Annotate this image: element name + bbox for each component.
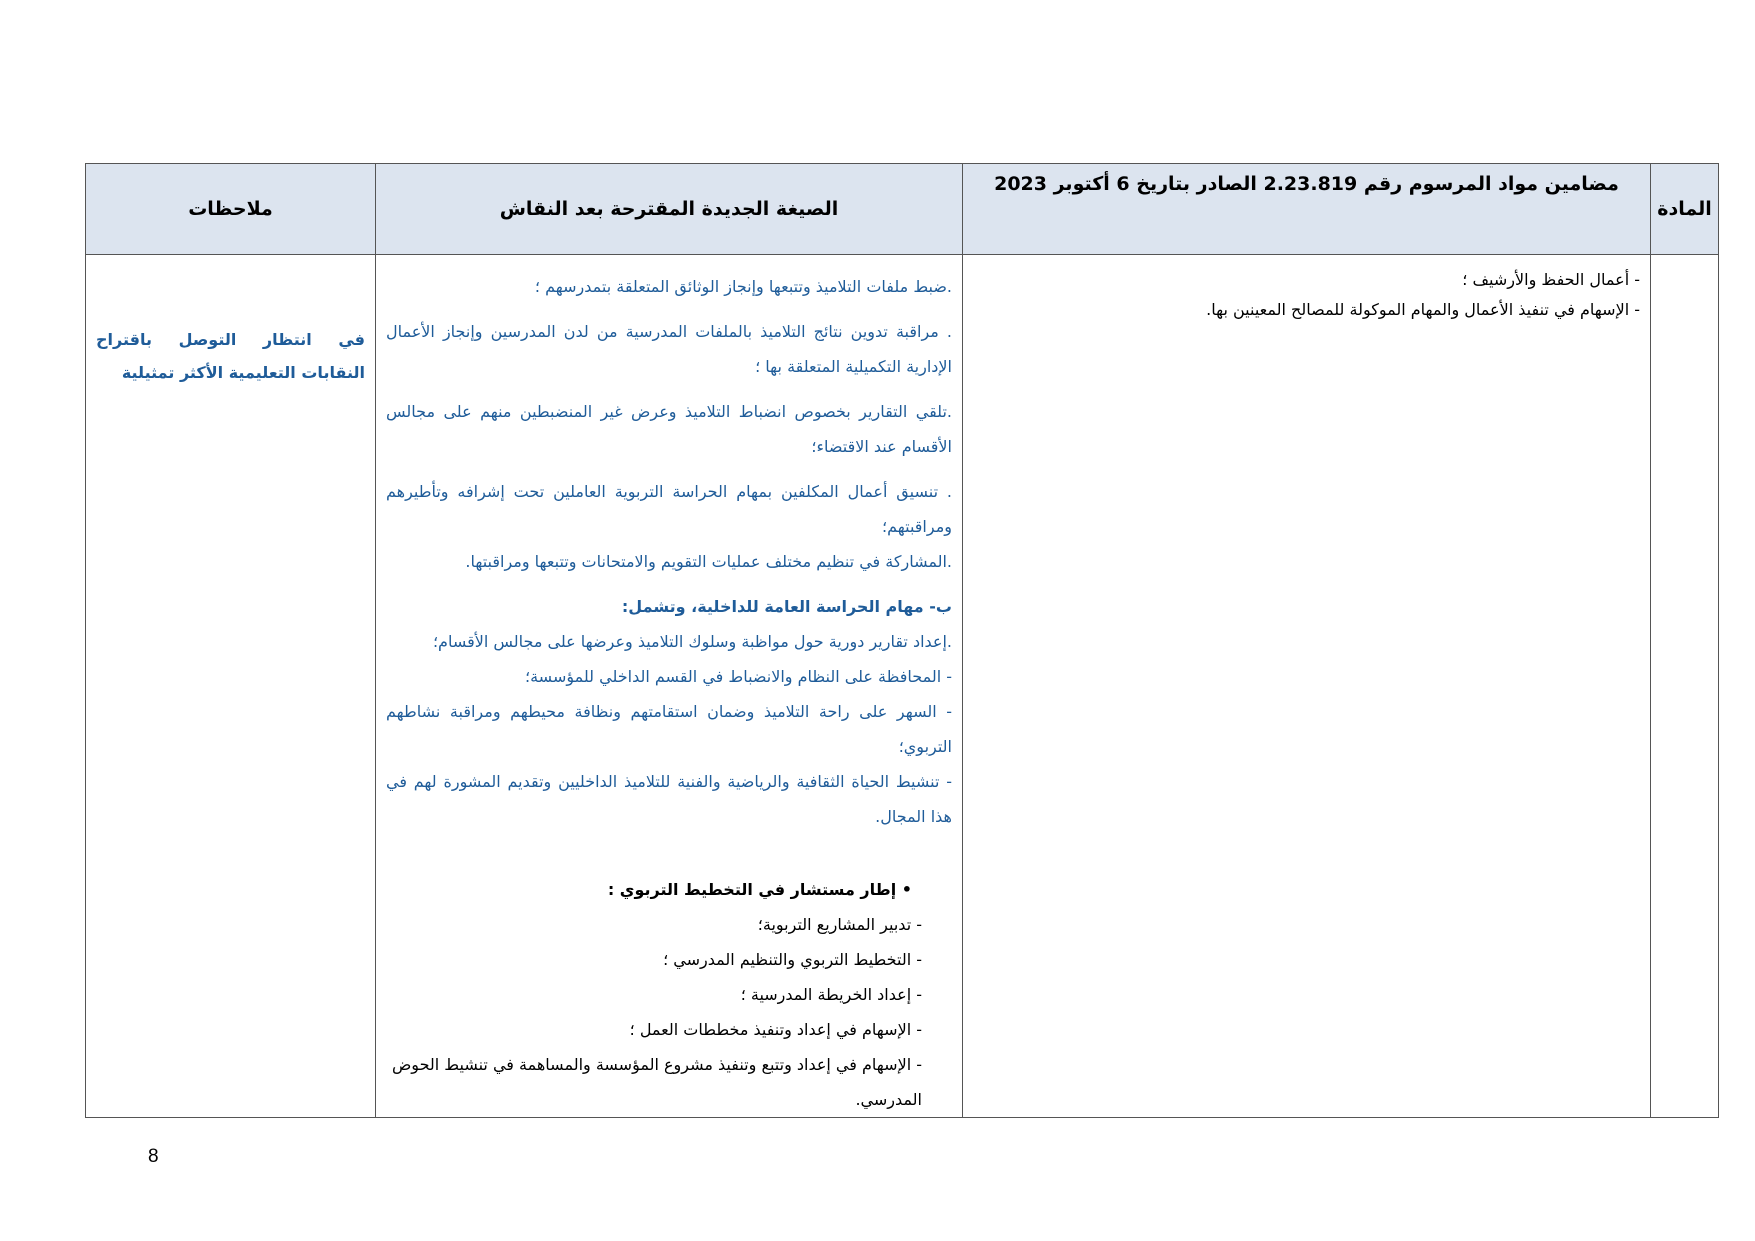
proposed-sub-item: .إعداد تقارير دورية حول مواظبة وسلوك التلاميذ وعرضها على مجالس الأقسام؛: [432, 632, 952, 651]
proposed-item: . مراقبة تدوين نتائج التلاميذ بالملفات المدرسية من لدن المدرسين وإنجاز الأعمال الإدارية التكميلية المتعلقة بها ؛: [386, 322, 952, 376]
planning-item: - إعداد الخريطة المدرسية ؛: [740, 985, 922, 1004]
planning-item: - التخطيط التربوي والتنظيم المدرسي ؛: [663, 950, 922, 969]
proposed-sub-item: - السهر على راحة التلاميذ وضمان استقامتهم ونظافة محيطهم ومراقبة نشاطهم التربوي؛: [386, 702, 952, 756]
planning-item: - تدبير المشاريع التربوية؛: [757, 915, 922, 934]
proposed-item: .ضبط ملفات التلاميذ وتتبعها وإنجاز الوثائق المتعلقة بتمدرسهم ؛: [534, 277, 952, 296]
article-cell: [1651, 255, 1719, 1118]
proposed-sub-item: - تنشيط الحياة الثقافية والرياضية والفنية للتلاميذ الداخليين وتقديم المشورة لهم في هذا المجال.: [386, 772, 952, 826]
header-proposed: الصيغة الجديدة المقترحة بعد النقاش: [376, 164, 963, 255]
header-article: المادة: [1651, 164, 1719, 255]
decree-item: - الإسهام في تنفيذ الأعمال والمهام الموكولة للمصالح المعينين بها.: [1206, 300, 1640, 319]
spacer: [386, 834, 952, 872]
header-notes: ملاحظات: [86, 164, 376, 255]
header-decree-content: مضامين مواد المرسوم رقم 2.23.819 الصادر بتاريخ 6 أكتوبر 2023: [963, 164, 1651, 255]
planning-item: - الإسهام في إعداد وتنفيذ مخططات العمل ؛: [629, 1020, 922, 1039]
decree-content-cell: [963, 255, 1651, 1118]
planning-heading: • إطار مستشار في التخطيط التربوي :: [607, 880, 912, 899]
proposed-sub-item: - المحافظة على النظام والانضباط في القسم الداخلي للمؤسسة؛: [525, 667, 952, 686]
notes-text: في انتظار التوصل باقتراح النقابات التعليمية الأكثر تمثيلية: [96, 330, 365, 382]
proposed-item: .المشاركة في تنظيم مختلف عمليات التقويم والامتحانات وتتبعها ومراقبتها.: [465, 552, 952, 571]
notes-cell: [86, 255, 376, 1118]
proposed-subheading: ب- مهام الحراسة العامة للداخلية، وتشمل:: [621, 597, 952, 616]
page-number: 8: [148, 1146, 159, 1167]
table-row: [86, 255, 1719, 1118]
proposed-cell: [376, 255, 963, 1118]
proposed-item: . تنسيق أعمال المكلفين بمهام الحراسة التربوية العاملين تحت إشرافه وتأطيرهم ومراقبتهم؛: [386, 482, 952, 536]
planning-item: - الإسهام في إعداد وتتبع وتنفيذ مشروع المؤسسة والمساهمة في تنشيط الحوض المدرسي.: [391, 1055, 922, 1109]
comparison-table: [85, 163, 1719, 1118]
table-header-row: [86, 164, 1719, 255]
proposed-item: .تلقي التقارير بخصوص انضباط التلاميذ وعرض غير المنضبطين منهم على مجالس الأقسام عند الاقتضاء؛: [386, 402, 952, 456]
decree-item: - أعمال الحفظ والأرشيف ؛: [1462, 270, 1640, 289]
